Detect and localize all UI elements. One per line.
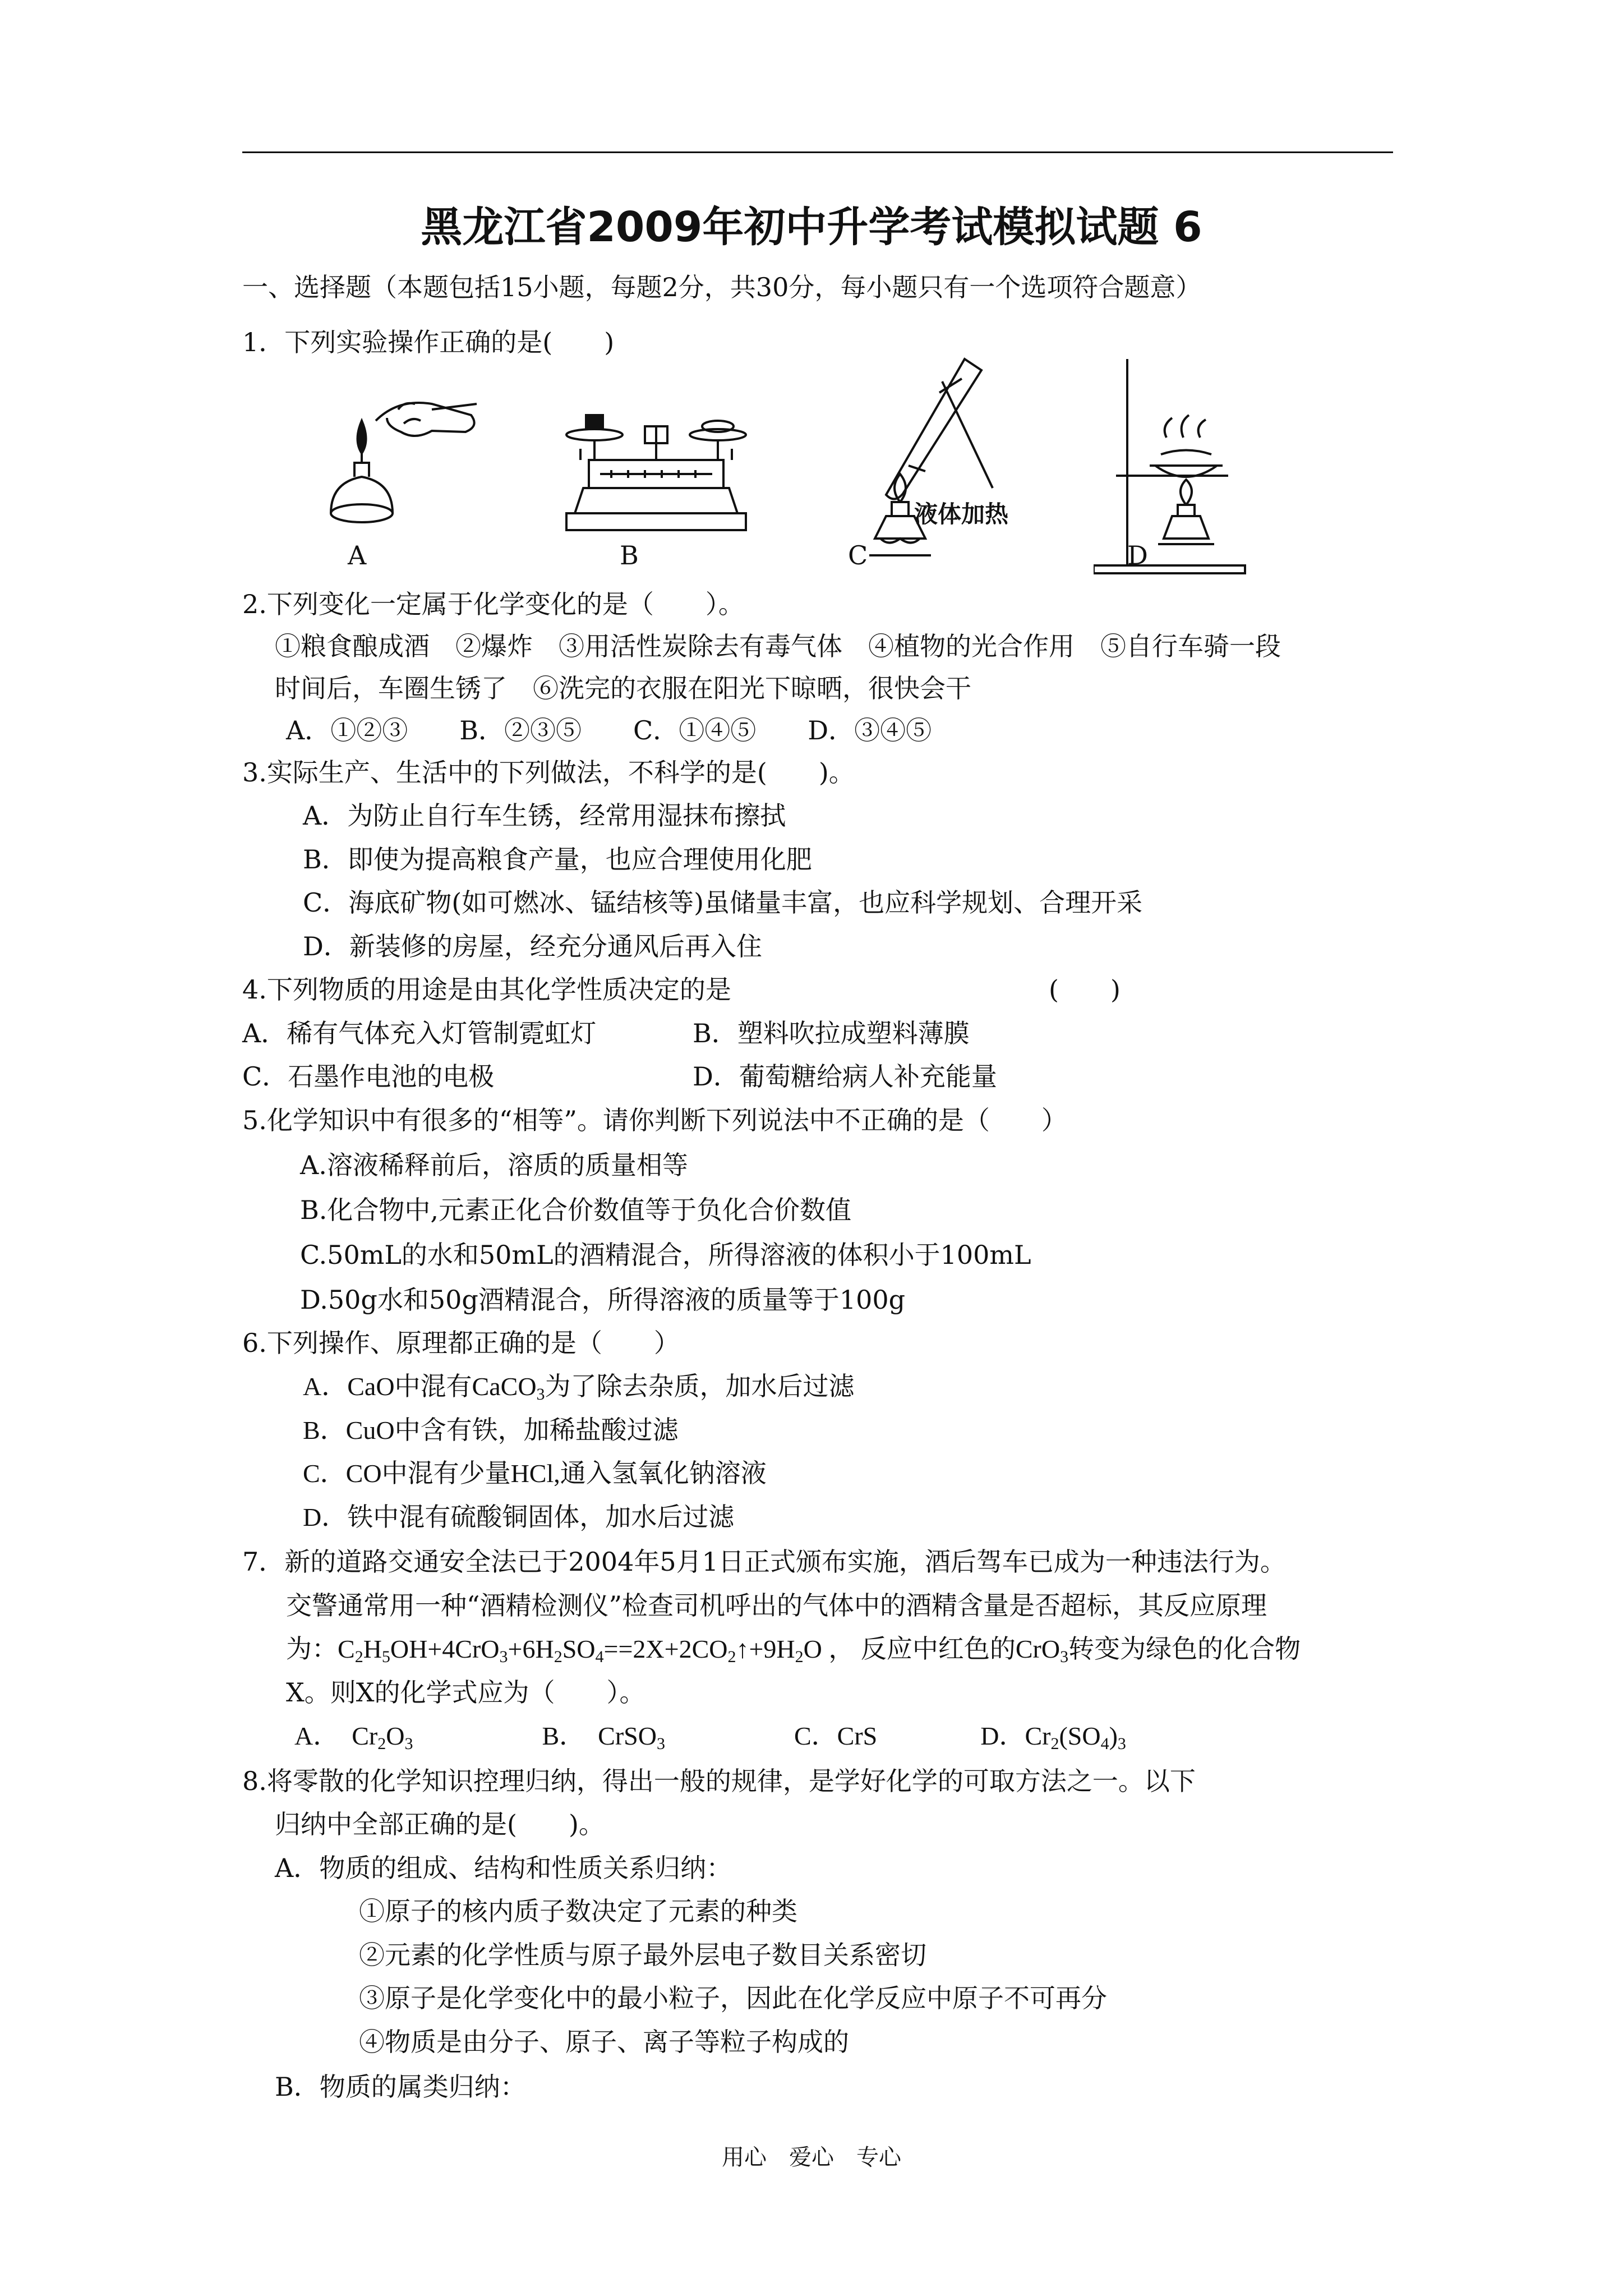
q7-options-subscript-3: 3 — [404, 1734, 413, 1753]
q7-options-text-0: A． Cr — [294, 1722, 378, 1750]
q7-equation-text-14: O ， 反应中红色的CrO — [803, 1635, 1061, 1663]
question-2-stem: 2.下列变化一定属于化学变化的是（ ）。 — [242, 589, 744, 619]
figure-a-alcohol-lamp — [320, 387, 488, 533]
question-1-stem: 1．下列实验操作正确的是( ) — [242, 327, 615, 357]
q7-equation-subscript-5: 3 — [499, 1648, 508, 1666]
q7-options-text-10: ) — [1109, 1722, 1118, 1750]
question-8-option-a: A．物质的组成、结构和性质关系归纳： — [275, 1853, 732, 1883]
question-8-line-1: 8.将零散的化学知识控理归纳，得出一般的规律，是学好化学的可取方法之一。以下 — [242, 1766, 1196, 1796]
question-6-stem: 6.下列操作、原理都正确的是（ ） — [242, 1328, 680, 1358]
figure-a-label: A — [348, 540, 367, 570]
figure-c-label: C — [848, 540, 868, 570]
q7-options-subscript-9: 4 — [1100, 1734, 1109, 1753]
question-6-option-b: B．CuO中含有铁，加稀盐酸过滤 — [303, 1416, 679, 1444]
section-heading: 一、选择题（本题包括15小题，每题2分，共30分，每小题只有一个选项符合题意） — [242, 272, 1202, 302]
question-4-stem: 4.下列物质的用途是由其化学性质决定的是 — [242, 974, 731, 1005]
question-7-line-1: 7．新的道路交通安全法已于2004年5月1日正式颁布实施，酒后驾车已成为一种违法行为。 — [242, 1547, 1286, 1577]
question-2-items-line-2: 时间后，车圈生锈了 ⑥洗完的衣服在阳光下晾晒，很快会干 — [275, 673, 971, 703]
q7-equation-subscript-11: 2 — [727, 1648, 736, 1666]
page-title: 黑龙江省2009年初中升学考试模拟试题 6 — [421, 203, 1202, 251]
question-7-line-2: 交警通常用一种“酒精检测仪”检查司机呼出的气体中的酒精含量是否超标，其反应原理 — [286, 1590, 1267, 1621]
q7-equation-text-16: 转变为绿色的化合物 — [1068, 1635, 1301, 1663]
question-3-stem: 3.实际生产、生活中的下列做法，不科学的是( )。 — [242, 757, 855, 788]
figure-d-evaporation-stand — [1094, 353, 1262, 578]
figure-b-balance — [555, 393, 757, 539]
question-4-answer-paren: ( ) — [1049, 974, 1121, 1005]
q7-options-text-8: (SO — [1059, 1722, 1101, 1750]
question-4-option-a: A．稀有气体充入灯管制霓虹灯 — [242, 1018, 597, 1048]
question-8-line-2: 归纳中全部正确的是( )。 — [275, 1809, 605, 1839]
question-5-option-a: A.溶液稀释前后，溶质的质量相等 — [300, 1150, 688, 1180]
question-7-line-4: X。则X的化学式应为（ ）。 — [286, 1677, 645, 1708]
q7-equation-subscript-3: 5 — [381, 1648, 390, 1666]
q7-equation-text-2: H — [363, 1635, 382, 1663]
question-6-option-c: C．CO中混有少量HCl,通入氢氧化钠溶液 — [303, 1459, 767, 1488]
question-3-option-b: B．即使为提高粮食产量，也应合理使用化肥 — [303, 844, 812, 875]
question-4-option-c: C．石墨作电池的电极 — [242, 1061, 495, 1092]
question-8-a-item-4: ④物质是由分子、原子、离子等粒子构成的 — [359, 2027, 849, 2057]
q7-equation-text-0: 为：C — [286, 1635, 355, 1663]
question-5-option-b: B.化合物中,元素正化合价数值等于负化合价数值 — [300, 1195, 852, 1225]
figure-c-caption: 液体加热 — [914, 500, 1009, 528]
q7-options-text-6: C．CrS D．Cr — [665, 1722, 1051, 1750]
q7-equation-text-10: ==2X+2CO — [603, 1635, 728, 1663]
q7-equation-text-6: +6H — [508, 1635, 554, 1663]
question-8-a-item-3: ③原子是化学变化中的最小粒子，因此在化学反应中原子不可再分 — [359, 1983, 1107, 2013]
question-8-a-item-2: ②元素的化学性质与原子最外层电子数目关系密切 — [359, 1940, 926, 1970]
q7-options-subscript-7: 2 — [1050, 1734, 1059, 1753]
figure-c-liquid-heating — [841, 353, 1043, 572]
q7-equation-text-8: SO — [562, 1635, 596, 1663]
q7-equation-subscript-1: 2 — [354, 1648, 363, 1666]
q7-options-text-4: B． CrSO — [413, 1722, 657, 1750]
figure-b-label: B — [620, 540, 639, 570]
question-7-equation — [286, 1631, 1301, 1667]
q7-equation-subscript-15: 3 — [1060, 1648, 1069, 1666]
q7-equation-text-12: ↑+9H — [736, 1635, 795, 1663]
question-6-option-a: A．CaO中混有CaCO$_3$为了除去杂质，加水后过滤 — [303, 1372, 855, 1404]
question-5-stem: 5.化学知识中有很多的“相等”。请你判断下列说法中不正确的是（ ） — [242, 1105, 1067, 1135]
question-7-options — [294, 1718, 1126, 1754]
q7-options-text-2: O — [386, 1722, 405, 1750]
page-footer: 用心 爱心 专心 — [722, 2145, 901, 2170]
figure-d-label: D — [1127, 540, 1148, 570]
q7-options-subscript-1: 2 — [377, 1734, 386, 1753]
question-5-option-c: C.50mL的水和50mL的酒精混合，所得溶液的体积小于100mL — [300, 1240, 1031, 1270]
q7-options-subscript-5: 3 — [656, 1734, 665, 1753]
question-3-option-a: A．为防止自行车生锈，经常用湿抹布擦拭 — [303, 800, 786, 831]
q7-equation-subscript-9: 4 — [595, 1648, 604, 1666]
question-2-items-line-1: ①粮食酿成酒 ②爆炸 ③用活性炭除去有毒气体 ④植物的光合作用 ⑤自行车骑一段 — [275, 631, 1281, 661]
question-3-option-c: C．海底矿物(如可燃冰、锰结核等)虽储量丰富，也应科学规划、合理开采 — [303, 887, 1143, 918]
q7-equation-text-4: OH+4CrO — [390, 1635, 500, 1663]
q7-equation-subscript-13: 2 — [795, 1648, 804, 1666]
question-3-option-d: D．新装修的房屋，经充分通风后再入住 — [303, 931, 762, 961]
question-8-option-b: B．物质的属类归纳： — [275, 2072, 526, 2102]
q7-equation-subscript-7: 2 — [554, 1648, 562, 1666]
header-rule — [242, 151, 1393, 153]
question-4-option-d: D．葡萄糖给病人补充能量 — [693, 1061, 997, 1092]
question-5-option-d: D.50g水和50g酒精混合，所得溶液的质量等于100g — [300, 1285, 906, 1315]
question-6-option-d: D．铁中混有硫酸铜固体，加水后过滤 — [303, 1503, 735, 1531]
question-2-options: A．①②③ B．②③⑤ C．①④⑤ D．③④⑤ — [286, 715, 932, 746]
question-8-a-item-1: ①原子的核内质子数决定了元素的种类 — [359, 1896, 797, 1926]
q7-options-subscript-11: 3 — [1117, 1734, 1126, 1753]
question-4-option-b: B．塑料吹拉成塑料薄膜 — [693, 1018, 970, 1048]
